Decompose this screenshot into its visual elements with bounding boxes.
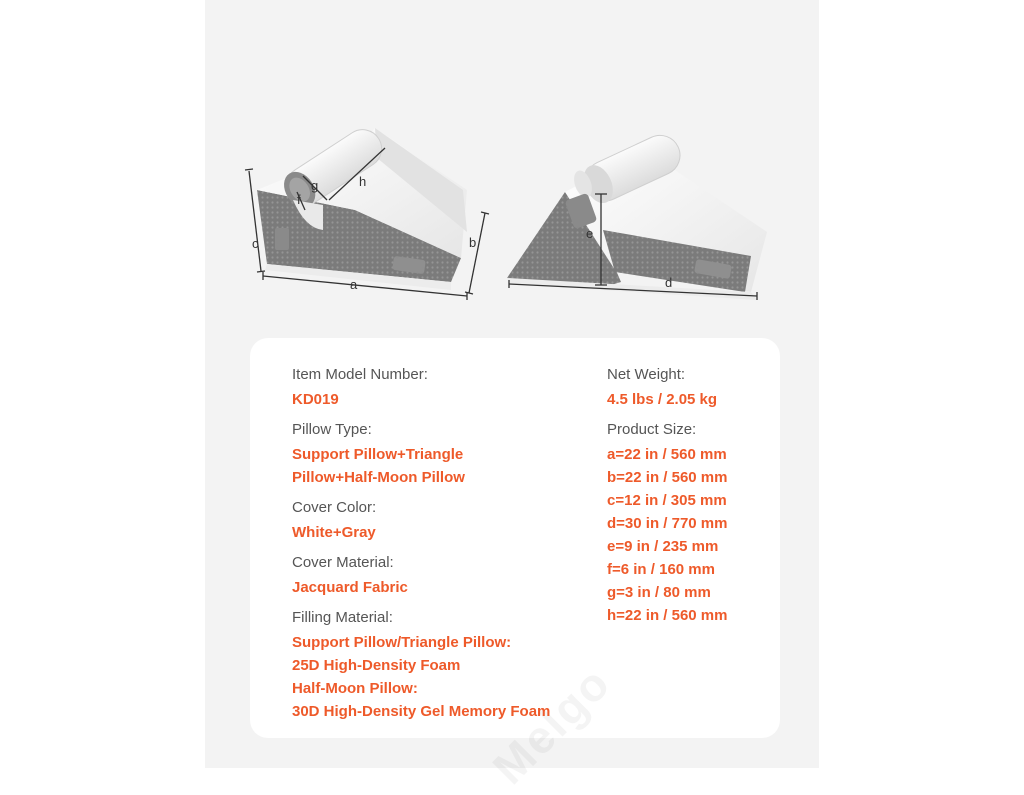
spec-product-size [607,420,777,627]
spec-value: KD019 [292,391,339,408]
spec-label: Filling Material: [292,609,393,626]
size-g: g=3 in / 80 mm [607,584,711,601]
spec-label: Product Size: [607,421,697,438]
specs-right-column [607,365,777,636]
spec-value: Pillow+Half-Moon Pillow [292,469,465,486]
dim-label-a: a [350,277,358,292]
spec-label: Cover Material: [292,554,394,571]
left-pillow-view [245,122,489,300]
spec-value: 30D High-Density Gel Memory Foam [292,703,551,720]
spec-filling-material [292,608,592,723]
pillow-set-diagram [205,0,819,330]
dim-label-f: f [297,192,301,207]
size-h: h=22 in / 560 mm [607,607,728,624]
specifications-card [250,338,780,738]
spec-value: Support Pillow/Triangle Pillow: [292,634,512,651]
dim-label-g: g [311,178,319,193]
dimension-illustrations [205,0,819,330]
dim-label-b: b [469,235,477,250]
spec-value: Support Pillow+Triangle [292,446,464,463]
side-pocket [275,228,289,250]
right-pillow-view [507,129,767,300]
size-d: d=30 in / 770 mm [607,515,728,532]
size-e: e=9 in / 235 mm [607,538,719,555]
spec-cover-material [292,553,592,599]
size-b: b=22 in / 560 mm [607,469,728,486]
product-panel [205,0,819,768]
spec-value: Jacquard Fabric [292,579,408,596]
spec-value: 25D High-Density Foam [292,657,461,674]
spec-net-weight [607,365,777,411]
spec-model-number [292,365,592,411]
spec-label: Cover Color: [292,499,377,516]
size-f: f=6 in / 160 mm [607,561,715,578]
spec-cover-color [292,498,592,544]
dim-label-h: h [359,174,367,189]
dim-label-d: d [665,275,673,290]
dim-label-c: c [252,236,259,251]
dim-label-e: e [586,226,594,241]
spec-label: Item Model Number: [292,366,428,383]
spec-value: 4.5 lbs / 2.05 kg [607,391,718,408]
spec-value: White+Gray [292,524,376,541]
specs-left-column [292,365,592,732]
spec-value: Half-Moon Pillow: [292,680,418,697]
size-c: c=12 in / 305 mm [607,492,727,509]
spec-label: Pillow Type: [292,421,372,438]
spec-label: Net Weight: [607,366,686,383]
spec-pillow-type [292,420,592,489]
size-a: a=22 in / 560 mm [607,446,727,463]
